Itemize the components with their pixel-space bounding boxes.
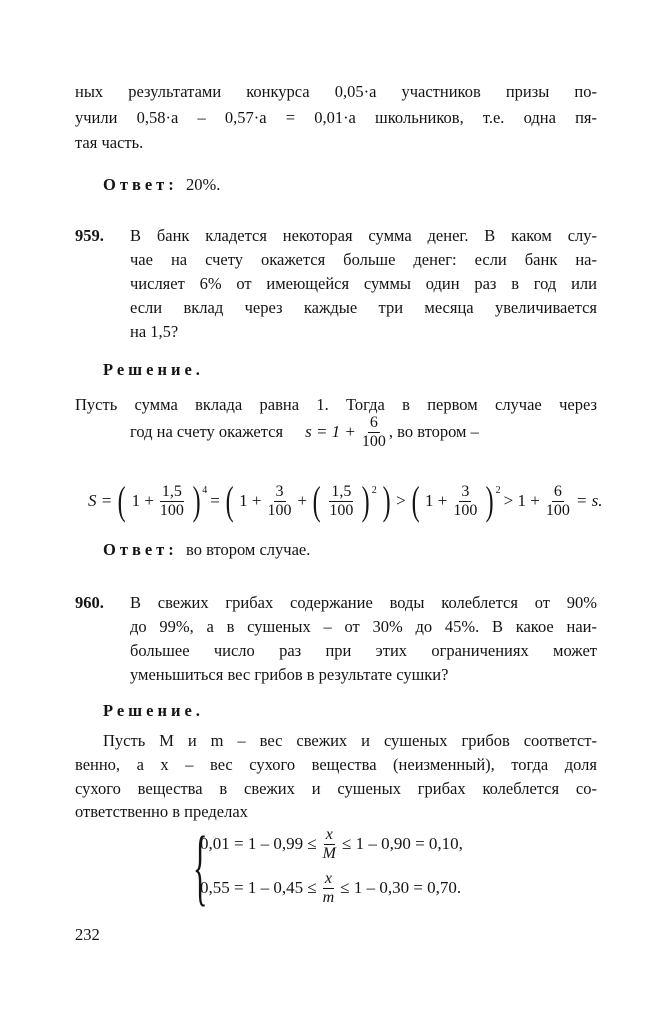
denominator: 100 xyxy=(159,501,184,519)
problem-number: 960. xyxy=(75,593,104,612)
text-line: венно, а x – вес сухого вещества (неизменный), тогда доля xyxy=(75,755,597,774)
text-line: ответственно в пределах xyxy=(75,802,248,821)
term: ≤ 1 – 0,90 = 0,10, xyxy=(342,834,463,853)
term: 0,55 = 1 – 0,45 ≤ xyxy=(200,878,317,897)
denominator: 100 xyxy=(329,501,354,519)
answer xyxy=(103,175,220,195)
numerator: 3 xyxy=(461,482,470,500)
text-line: уменьшиться вес грибов в результате сушки? xyxy=(130,665,449,684)
solution-label: Решение. xyxy=(103,701,204,720)
text-line: тая часть. xyxy=(75,133,144,152)
paren: ( xyxy=(312,478,321,523)
text-line: на 1,5? xyxy=(130,322,179,341)
text-line: большее число раз при этих ограничениях может xyxy=(130,641,597,660)
exponent: 2 xyxy=(495,485,501,496)
term: 1 + xyxy=(131,491,154,510)
text: , во втором – xyxy=(388,422,479,441)
term: ≤ 1 – 0,30 = 0,70. xyxy=(340,878,462,897)
denominator: m xyxy=(322,888,335,906)
answer-value: 20%. xyxy=(186,175,221,194)
text-line: если вклад через каждые три месяца увеличивается xyxy=(130,298,597,317)
paren: ) xyxy=(362,478,371,523)
denominator: 100 xyxy=(361,432,386,450)
fraction xyxy=(453,483,477,520)
system-row xyxy=(200,866,461,910)
answer-label: Ответ: xyxy=(103,540,178,559)
text-line: ных результатами конкурса 0,05·a участников призы по- xyxy=(75,82,597,101)
numerator: x xyxy=(324,869,332,887)
numerator: x xyxy=(325,825,333,843)
problem-number: 959. xyxy=(75,226,104,245)
exponent: 4 xyxy=(202,485,208,496)
denominator: M xyxy=(322,844,336,862)
denominator: 100 xyxy=(453,501,478,519)
fraction xyxy=(546,483,570,520)
text-line: учили 0,58·a – 0,57·a = 0,01·a школьников, т.е. одна пя- xyxy=(75,108,597,127)
formula-lhs: S = xyxy=(88,491,113,510)
term: 0,01 = 1 – 0,99 ≤ xyxy=(200,834,317,853)
term: = s. xyxy=(575,491,603,510)
paren: ( xyxy=(117,478,126,523)
term: 1 + xyxy=(239,491,262,510)
numerator: 6 xyxy=(553,482,562,500)
fraction xyxy=(323,826,336,863)
text-line: Пусть M и m – вес свежих и сушеных грибов соответст- xyxy=(103,731,597,750)
answer-value: во втором случае. xyxy=(186,540,311,559)
paren: ) xyxy=(192,478,201,523)
numerator: 6 xyxy=(369,413,378,431)
formula-line xyxy=(130,412,479,452)
numerator: 1,5 xyxy=(161,482,182,500)
exponent: 2 xyxy=(371,485,377,496)
paren: ( xyxy=(225,478,234,523)
text-line: Пусть сумма вклада равна 1. Тогда в первом случае через xyxy=(75,395,597,414)
system-row xyxy=(200,822,463,866)
page-number: 232 xyxy=(75,925,100,944)
text-line: В свежих грибах содержание воды колеблется от 90% xyxy=(130,593,597,612)
formula-S xyxy=(88,478,602,524)
answer-label: Ответ: xyxy=(103,175,178,194)
numerator: 3 xyxy=(275,482,284,500)
term: 1 + xyxy=(425,491,448,510)
denominator: 100 xyxy=(545,501,570,519)
fraction xyxy=(362,414,386,451)
formula-s xyxy=(305,414,389,451)
numerator: 1,5 xyxy=(331,482,352,500)
text-line: числяет 6% от имеющейся суммы один раз в год или xyxy=(130,274,597,293)
operator: > xyxy=(396,491,406,510)
fraction xyxy=(160,483,184,520)
solution-label: Решение. xyxy=(103,360,204,379)
fraction xyxy=(268,483,292,520)
operator: + xyxy=(297,491,308,510)
text-line: до 99%, а в сушеных – от 30% до 45%. В какое наи- xyxy=(130,617,597,636)
term: > 1 + xyxy=(503,491,540,510)
paren: ( xyxy=(411,478,420,523)
fraction xyxy=(323,870,335,907)
fraction xyxy=(329,483,353,520)
text-line: сухого вещества в свежих и сушеных грибах колеблется со- xyxy=(75,779,597,798)
system-brace: { xyxy=(193,818,208,914)
answer xyxy=(103,540,310,560)
operator: = xyxy=(210,491,220,510)
formula-lhs: s = 1 + xyxy=(305,422,356,441)
text-line: В банк кладется некоторая сумма денег. В каком слу- xyxy=(130,226,597,245)
text: год на счету окажется xyxy=(130,422,284,441)
paren: ) xyxy=(486,478,495,523)
paren: ) xyxy=(382,478,391,523)
text-line: чае на счету окажется больше денег: если банк на- xyxy=(130,250,597,269)
denominator: 100 xyxy=(267,501,292,519)
